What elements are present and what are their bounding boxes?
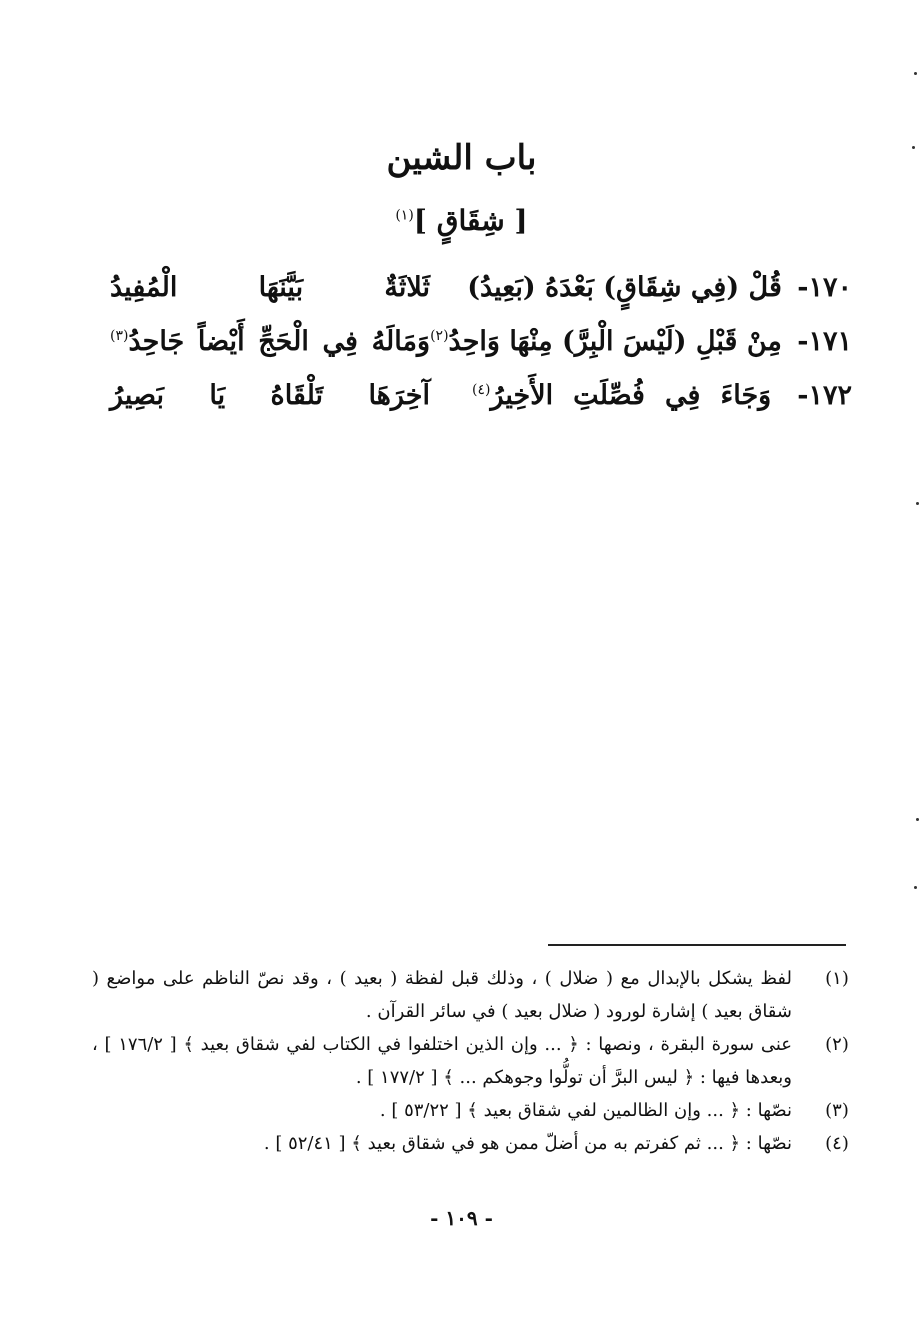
footnotes: [92, 962, 852, 1160]
verse-first-hemistich: [467, 272, 852, 303]
verse-first-text: مِنْ قَبْلِ (لَيْسَ الْبِرَّ) مِنْهَا وَاحِدُ: [448, 326, 782, 357]
verse-second-hemistich: [110, 272, 430, 303]
footnote: [92, 1127, 852, 1160]
scan-speck: [914, 886, 917, 889]
footnote-number: (٣): [825, 1100, 849, 1121]
verse-second-hemistich: [110, 380, 430, 411]
scan-speck: [914, 72, 917, 75]
verse-second-text: آخِرَهَا تَلْقَاهُ يَا بَصِيرُ: [110, 380, 430, 411]
verse-footnote-ref: (٤): [472, 382, 491, 398]
section-heading-text: [ شِقَاقٍ ]: [413, 204, 528, 237]
scan-speck: [916, 818, 919, 821]
verse-footnote-ref: (٣): [110, 328, 129, 344]
verse-second-text: ثَلاثَةٌ بَيَّنَهَا الْمُفِيدُ: [110, 272, 430, 303]
footnote-number: (٢): [825, 1034, 849, 1055]
page-number: - ١٠٩ -: [430, 1206, 493, 1230]
footnote-number: (٤): [825, 1133, 849, 1154]
verse-second-hemistich: [110, 326, 430, 357]
footnote-number: (١): [825, 968, 849, 989]
verse-first-hemistich: [430, 326, 852, 357]
footnote: [92, 962, 852, 1028]
footnote: [92, 1094, 852, 1127]
footnote-text: نصّها : ﴿ ... ثم كفرتم به من أضلّ ممن هو في شقاق بعيد ﴾ [ ٥٢/٤١ ] .: [263, 1133, 792, 1154]
verse-row: [100, 326, 852, 380]
verse-number: ١٧٢-: [797, 380, 853, 411]
chapter-title: باب الشين: [386, 138, 537, 178]
verse-second-text: وَمَالَهُ فِي الْحَجِّ أَيْضاً جَاحِدُ: [128, 326, 430, 357]
scan-speck: [916, 502, 919, 505]
verse-row: [100, 380, 852, 434]
section-heading: [0, 204, 923, 237]
verse-footnote-ref: (٢): [430, 328, 449, 344]
verse-list: [100, 272, 852, 434]
verse-row: [100, 272, 852, 326]
footnote-text: نصّها : ﴿ ... وإن الظالمين لفي شقاق بعيد ﴾ [ ٥٣/٢٢ ] .: [379, 1100, 792, 1121]
section-footnote-ref: (١): [395, 207, 414, 224]
verse-first-text: قُلْ (فِي شِقَاقٍ) بَعْدَهُ (بَعِيدُ): [467, 272, 782, 303]
verse-number: ١٧١-: [797, 326, 852, 357]
verse-number: ١٧٠-: [797, 272, 852, 303]
footnote-text: لفظ يشكل بالإبدال مع ( ضلال ) ، وذلك قبل لفظة ( بعيد ) ، وقد نصّ الناظم على مواضع ( شقاق بعيد ) إشارة لورود ( ضلال بعيد ) في سائر القرآن .: [92, 968, 792, 1022]
verse-first-hemistich: [472, 380, 852, 411]
scan-speck: [912, 146, 915, 149]
footnote-text: عنى سورة البقرة ، ونصها : ﴿ ... وإن الذين اختلفوا في الكتاب لفي شقاق بعيد ﴾ [ ١٧٦/٢ ] ، وبعدها فيها : ﴿ ليس البرَّ أن تولُّوا وجوهكم ... ﴾ [ ١٧٧/٢ ] .: [92, 1034, 793, 1088]
footnote: [92, 1028, 852, 1094]
verse-first-text: وَجَاءَ فِي فُصِّلَتِ الأَخِيرُ: [490, 380, 772, 411]
footnote-divider: [548, 944, 846, 946]
